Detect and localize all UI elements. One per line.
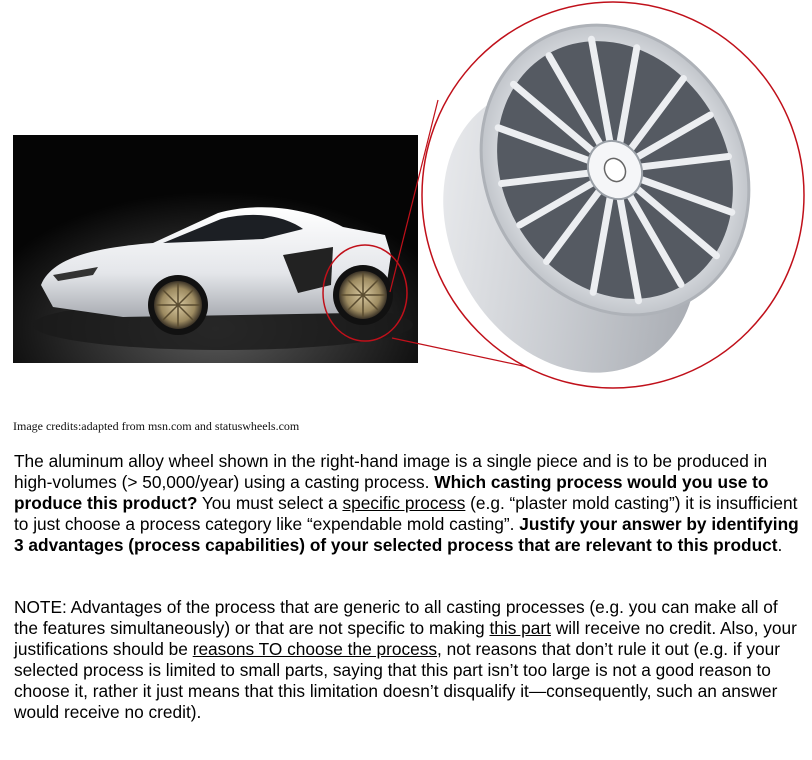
p1-text-1: The aluminum alloy wheel shown in the right-hand image is a single piece and is to be produced in high-volumes (> 50,000/year) using a casting process. [14, 451, 768, 492]
image-credit: Image credits:adapted from msn.com and statuswheels.com [13, 419, 300, 433]
car-image [13, 135, 418, 363]
p1-text-3: (e.g. “plaster mold casting”) it is insufficient to just choose a process category like “expendable mold casting”. [14, 493, 798, 534]
question-paragraph [14, 451, 804, 556]
p2-underline-reasons: reasons TO choose the process [192, 639, 438, 659]
p1-text-2: You must select a [197, 493, 343, 513]
p2-text-3: , not reasons that don’t rule it out (e.g. if your selected process is limited to small parts, saying that this part isn’t too large is not a good reason to choose it, rather it just means that this limitation doesn’t disqualify it—consequently, such an answer would receive no credit). [14, 639, 780, 722]
note-paragraph [14, 597, 804, 723]
p2-text-1: NOTE: Advantages of the process that are generic to all casting processes (e.g. you can make all of the features simultaneously) or that are not specific to making [14, 597, 778, 638]
wheel-image [420, 0, 806, 390]
p2-text-2: will receive no credit. Also, your justifications should be [14, 618, 797, 659]
car-illustration [13, 135, 418, 363]
wheel-illustration [420, 0, 806, 390]
p1-justify-instruction: Justify your answer by identifying 3 advantages (process capabilities) of your selected process that are relevant to this product [14, 514, 799, 555]
p1-underline-specific-process: specific process [342, 493, 466, 513]
p1-text-4: . [777, 535, 783, 555]
p2-underline-this-part: this part [489, 618, 551, 638]
p1-question: Which casting process would you use to produce this product? [14, 472, 769, 513]
